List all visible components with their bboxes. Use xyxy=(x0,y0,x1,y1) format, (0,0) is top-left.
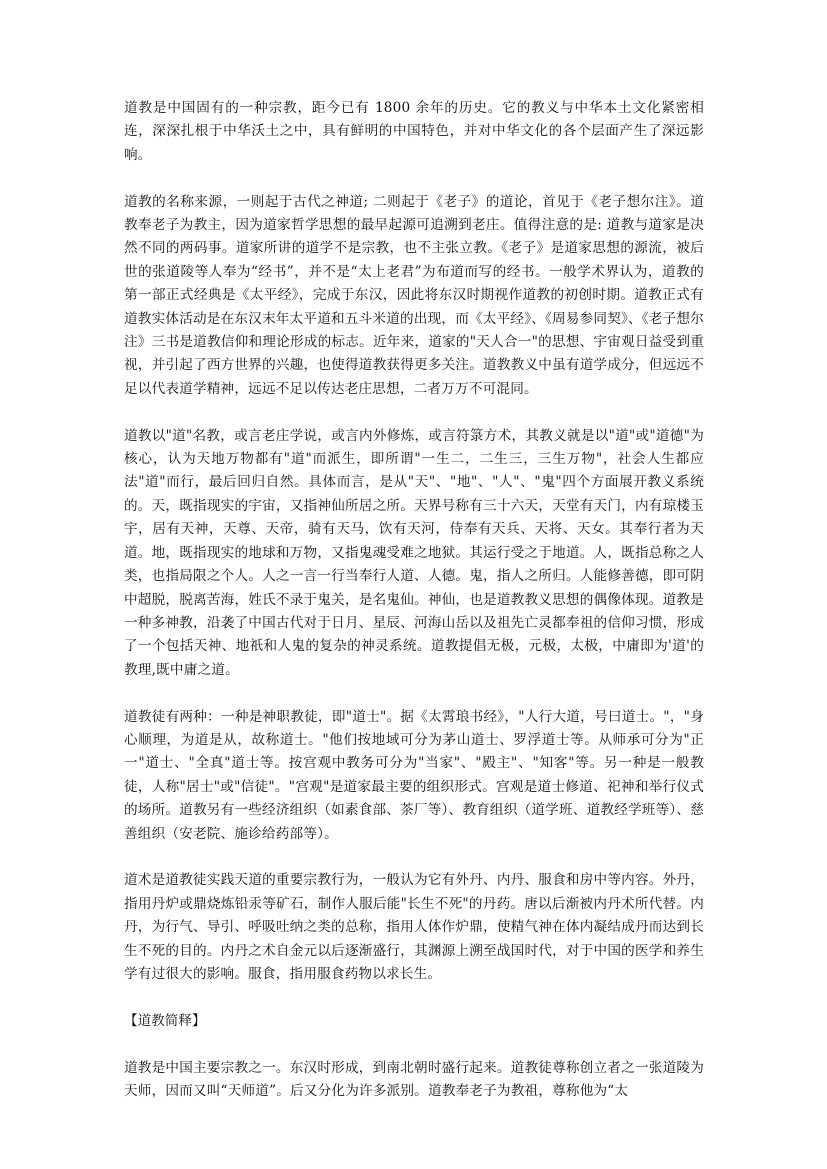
paragraph-gap xyxy=(124,1033,704,1056)
document-page xyxy=(124,97,704,1103)
paragraph-followers: 道教徒有两种：一种是神职教徒，即"道士"。据《太霄琅书经》，"人行大道，号曰道士。"，"身心顺理，为道是从，故称道士。"他们按地域可分为茅山道士、罗浮道士等。从师承可分为"正一"道士、"全真"道士等。按宫观中教务可分为"当家"、"殿主"、"知客"等。另一种是一般教徒，人称"居士"或"信徒"。"宫观"是道家最主要的组织形式。宫观是道士修道、祀神和举行仪式的场所。道教另有一些经济组织（如素食部、茶厂等）、教育组织（道学班、道教经学班等）、慈善组织（安老院、施诊给药部等）。 xyxy=(124,708,704,842)
paragraph-gap xyxy=(124,682,704,705)
paragraph-gap xyxy=(124,986,704,1009)
paragraph-gap xyxy=(124,167,704,190)
paragraph-gap xyxy=(124,401,704,424)
paragraph-techniques: 道术是道教徒实践天道的重要宗教行为，一般认为它有外丹、内丹、服食和房中等内容。外丹，指用丹炉或鼎烧炼铅汞等矿石，制作人服后能"长生不死"的丹药。唐以后渐被内丹术所代替。内丹，为行气、导引、呼吸吐纳之类的总称，指用人体作炉鼎，使精气神在体内凝结成丹而达到长生不死的目的。内丹之术自金元以后逐渐盛行，其渊源上溯至战国时代，对于中国的医学和养生学有过很大的影响。服食，指用服食药物以求长生。 xyxy=(124,872,704,982)
paragraph-gap xyxy=(124,846,704,869)
paragraph-name-origin: 道教的名称来源，一则起于古代之神道; 二则起于《老子》的道论，首见于《老子想尔注》。道教奉老子为教主，因为道家哲学思想的最早起源可追溯到老庄。值得注意的是: 道教与道家是决然不同的两码事。道家所讲的道学不是宗教，也不主张立教。《老子》是道家思想的源流，被后世的张道陵等人奉为“经书”，并不是“太上老君”为布道而写的经书。一般学术界认为，道教的第一部正式经典是《太平经》，完成于东汉，因此将东汉时期视作道教的初创时期。道教正式有道教实体活动是在东汉末年太平道和五斗米道的出现，而《太平经》、《周易参同契》、《老子想尔注》三书是道教信仰和理论形成的标志。近年来，道家的"天人合一"的思想、宇宙观日益受到重视，并引起了西方世界的兴趣，也使得道教获得更多关注。道教教义中虽有道学成分，但远远不足以代表道学精神，远远不足以传达老庄思想，二者万万不可混同。 xyxy=(124,193,704,397)
paragraph-intro: 道教是中国固有的一种宗教，距今已有 1800 余年的历史。它的教义与中华本土文化紧密相连，深深扎根于中华沃土之中，具有鲜明的中国特色，并对中华文化的各个层面产生了深远影响。 xyxy=(124,100,704,163)
section-heading: 【道教简释】 xyxy=(124,1012,206,1029)
paragraph-brief: 道教是中国主要宗教之一。东汉时形成，到南北朝时盛行起来。道教徒尊称创立者之一张道陵为天师，因而又叫“天师道”。后又分化为许多派别。道教奉老子为教祖，尊称他为“太 xyxy=(124,1059,704,1099)
paragraph-doctrine: 道教以"道"名教，或言老庄学说，或言内外修炼，或言符箓方术，其教义就是以"道"或"道德"为核心，认为天地万物都有"道"而派生，即所谓"一生二，二生三，三生万物"，社会人生都应法"道"而行，最后回归自然。具体而言，是从"天"、"地"、"人"、"鬼"四个方面展开教义系统的。天，既指现实的宇宙，又指神仙所居之所。天界号称有三十六天，天堂有天门，内有琼楼玉宇，居有天神，天尊、天帝，骑有天马，饮有天河，侍奉有天兵、天将、天女。其奉行者为天道。地，既指现实的地球和万物，又指鬼魂受难之地狱。其运行受之于地道。人，既指总称之人类，也指局限之个人。人之一言一行当奉行人道、人德。鬼，指人之所归。人能修善德，即可阴中超脱，脱离苦海，姓氏不录于鬼关，是名鬼仙。神仙，也是道教教义思想的偶像体现。道教是一种多神教，沿袭了中国古代对于日月、星辰、河海山岳以及祖先亡灵都奉祖的信仰习惯，形成了一个包括天神、地祇和人鬼的复杂的神灵系统。道教提倡无极，元极，太极，中庸即为'道'的教理,既中庸之道。 xyxy=(124,427,704,678)
